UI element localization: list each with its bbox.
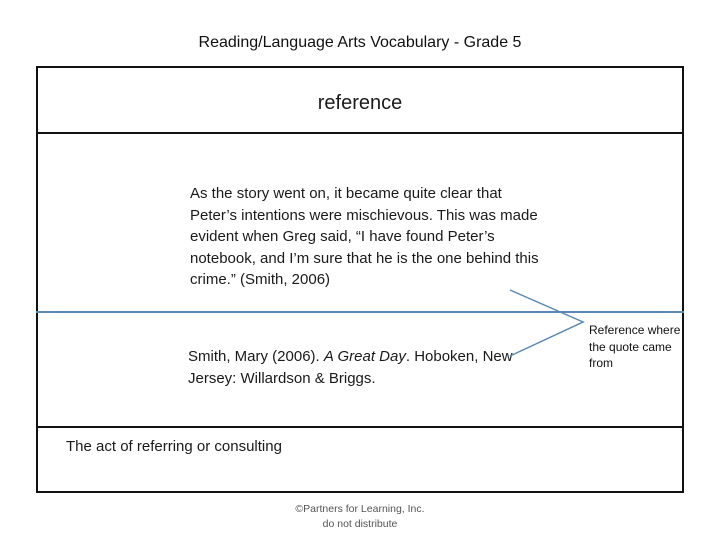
vocabulary-card [36,66,684,493]
footer [0,502,720,532]
citation-book-title: A Great Day [323,348,406,365]
example-quote: As the story went on, it became quite clear that Peter’s intentions were mischievous. This was made evident when Greg said, “I have found Peter’s notebook, and I’m sure that he is the one behind this crime.” (Smith, 2006) [190,185,539,288]
page-title: Reading/Language Arts Vocabulary - Grade 5 [198,34,522,51]
citation-publisher: . Hoboken, New Jersey: Willardson & Briggs. [188,348,513,387]
footer-copyright: ©Partners for Learning, Inc. [295,503,425,515]
definition-row [38,426,682,491]
footer-notice: do not distribute [322,518,398,530]
annotation-note: Reference where the quote came from [589,323,681,370]
citation [188,346,548,390]
citation-author-year: Smith, Mary (2006). [188,348,324,365]
definition-text: The act of referring or consulting [66,438,282,455]
vocabulary-word: reference [38,68,682,134]
